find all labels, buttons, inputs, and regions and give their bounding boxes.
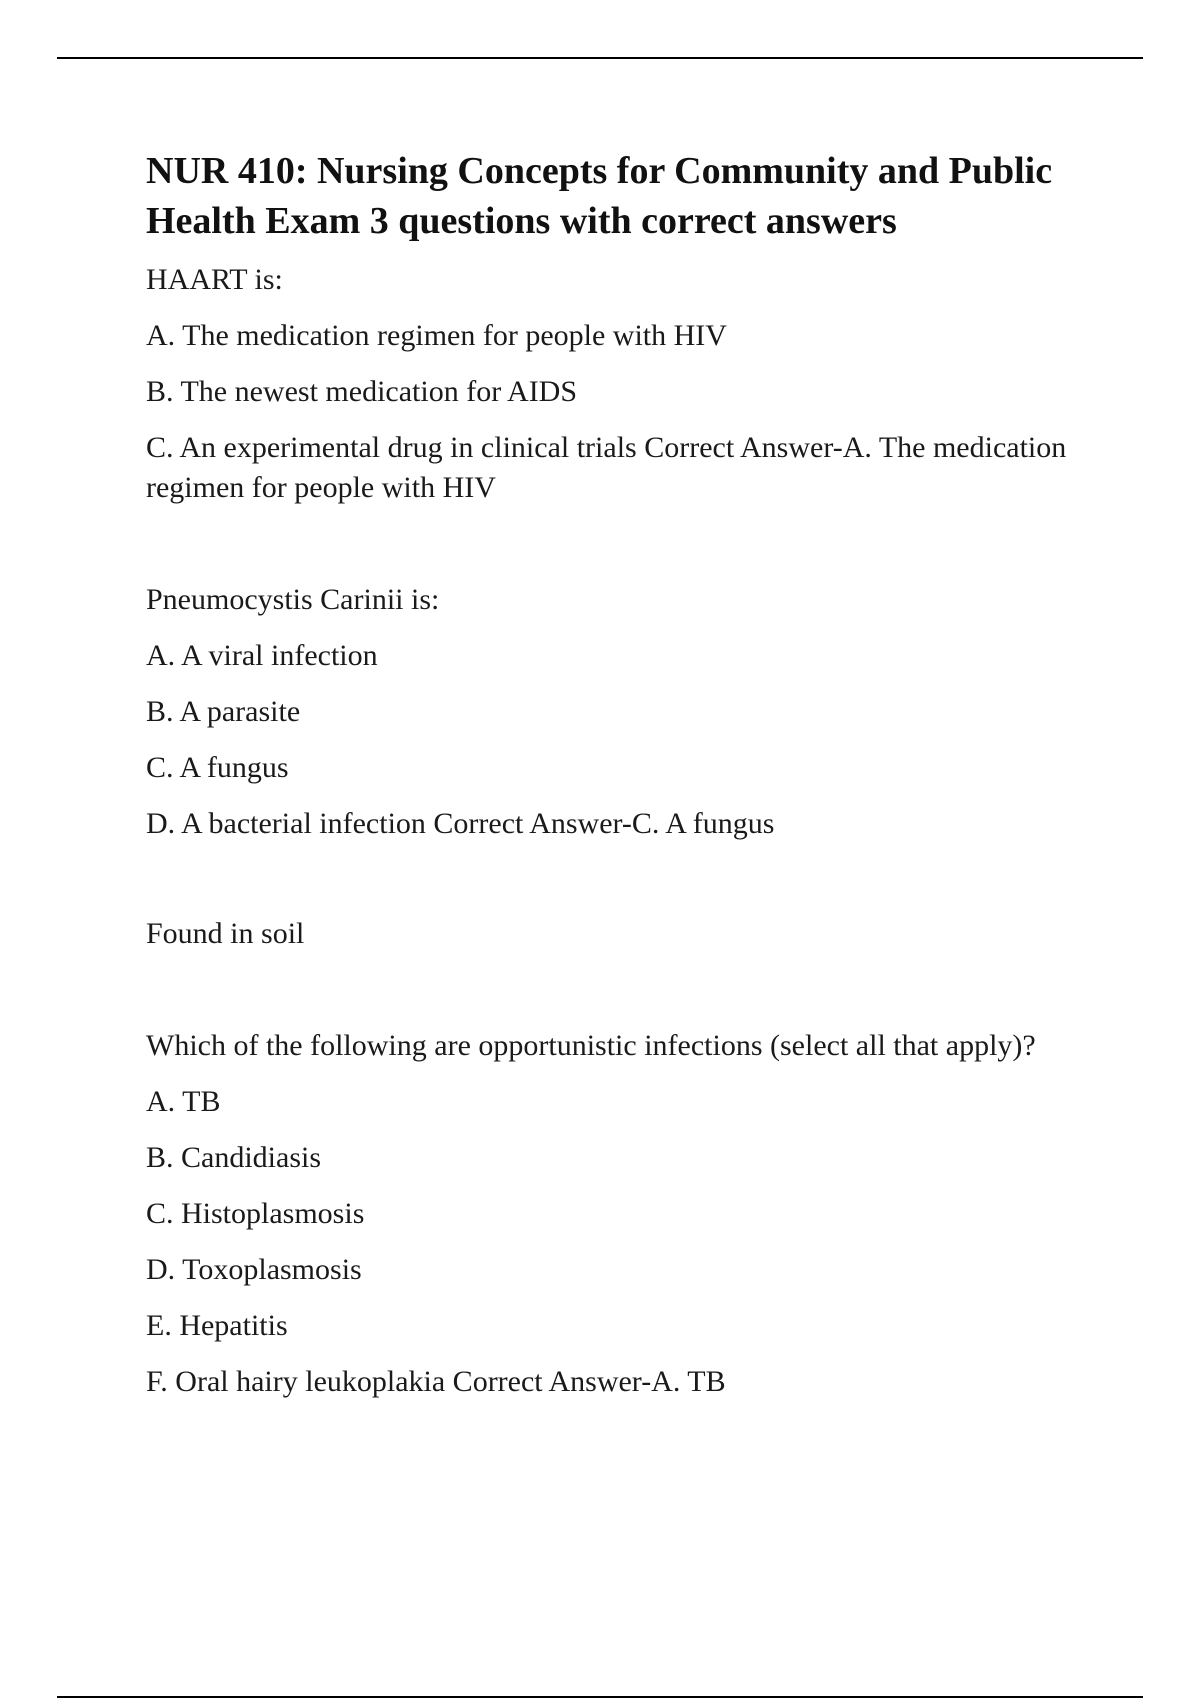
answer-option: A. The medication regimen for people with HIV	[146, 319, 727, 352]
answer-option: B. A parasite	[146, 695, 301, 728]
question-prompt: Pneumocystis Carinii is:	[146, 583, 440, 616]
question-spacer	[146, 844, 1076, 914]
answer-option: C. Histoplasmosis	[146, 1197, 365, 1230]
question-prompt: Which of the following are opportunistic infections (select all that apply)?	[146, 1029, 1036, 1062]
question-soil	[146, 914, 1076, 954]
answer-option: D. Toxoplasmosis	[146, 1253, 362, 1286]
answer-option-with-correct-answer: C. An experimental drug in clinical trials Correct Answer-A. The medication regimen for people with HIV	[146, 431, 1067, 504]
answer-option: A. TB	[146, 1085, 221, 1118]
question-spacer	[146, 508, 1076, 580]
question-opportunistic-infections	[146, 1026, 1076, 1402]
question-prompt: HAART is:	[146, 263, 283, 296]
question-haart	[146, 260, 1076, 508]
top-rule	[57, 57, 1143, 59]
document-title: NUR 410: Nursing Concepts for Community and Public Health Exam 3 questions with correct answers	[146, 150, 1053, 242]
answer-option: E. Hepatitis	[146, 1309, 288, 1342]
bottom-rule	[57, 1696, 1143, 1698]
answer-option-with-correct-answer: D. A bacterial infection Correct Answer-C. A fungus	[146, 807, 775, 840]
answer-option: A. A viral infection	[146, 639, 378, 672]
document-body	[146, 146, 1076, 1402]
question-spacer	[146, 954, 1076, 1026]
answer-option: B. The newest medication for AIDS	[146, 375, 578, 408]
question-prompt: Found in soil	[146, 917, 305, 950]
answer-option: B. Candidiasis	[146, 1141, 322, 1174]
answer-option-with-correct-answer: F. Oral hairy leukoplakia Correct Answer-A. TB	[146, 1365, 726, 1398]
question-pneumocystis	[146, 580, 1076, 844]
answer-option: C. A fungus	[146, 751, 289, 784]
